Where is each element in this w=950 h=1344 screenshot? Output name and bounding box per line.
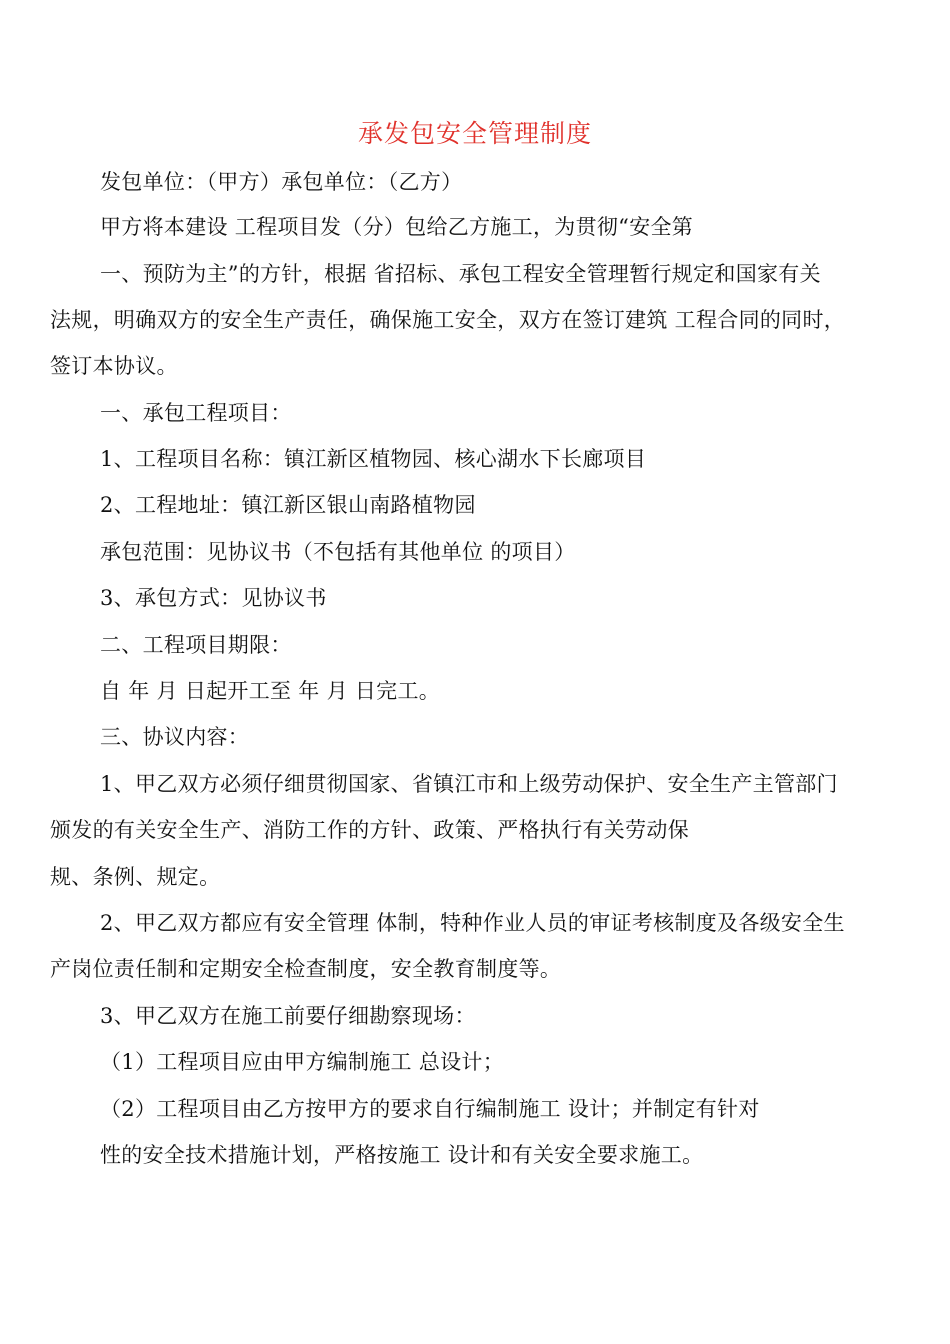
paragraph-line: 法规，明确双方的安全生产责任，确保施工安全，双方在签订建筑 工程合同的同时， [50, 308, 846, 332]
document-title: 承发包安全管理制度 [357, 119, 592, 148]
paragraph-line: （2）工程项目由乙方按甲方的要求自行编制施工 设计；并制定有针对 [100, 1097, 760, 1121]
paragraph-line: 性的安全技术措施计划，严格按施工 设计和有关安全要求施工。 [100, 1143, 704, 1167]
paragraph-line: 自 年 月 日起开工至 年 月 日完工。 [100, 679, 441, 703]
paragraph-line: 发包单位：（甲方）承包单位：（乙方） [100, 170, 463, 194]
paragraph-line: 承包范围：见协议书（不包括有其他单位 的项目） [100, 540, 576, 564]
paragraph-line: 3、承包方式：见协议书 [100, 586, 327, 610]
paragraph-line: 颁发的有关安全生产、消防工作的方针、政策、严格执行有关劳动保 [50, 818, 689, 842]
paragraph-line: 1、工程项目名称：镇江新区植物园、核心湖水下长廊项目 [100, 447, 647, 471]
paragraph-line: 2、工程地址：镇江新区银山南路植物园 [100, 493, 476, 517]
paragraph-line: 1、甲乙双方必须仔细贯彻国家、省镇江市和上级劳动保护、安全生产主管部门 [100, 772, 838, 796]
paragraph-line: （1）工程项目应由甲方编制施工 总设计； [100, 1050, 505, 1074]
paragraph-line: 签订本协议。 [50, 354, 178, 378]
section-heading: 一、承包工程项目： [100, 401, 292, 425]
paragraph-line: 甲方将本建设 工程项目发（分）包给乙方施工，为贯彻“安全第 [100, 215, 694, 239]
paragraph-line: 规、条例、规定。 [50, 865, 221, 889]
paragraph-line: 2、甲乙双方都应有安全管理 体制，特种作业人员的审证考核制度及各级安全生 [100, 911, 845, 935]
paragraph-line: 产岗位责任制和定期安全检查制度，安全教育制度等。 [50, 957, 562, 981]
paragraph-line: 一、预防为主”的方针，根据 省招标、承包工程安全管理暂行规定和国家有关 [100, 262, 821, 286]
paragraph-line: 3、甲乙双方在施工前要仔细勘察现场： [100, 1004, 476, 1028]
section-heading: 二、工程项目期限： [100, 633, 292, 657]
section-heading: 三、协议内容： [100, 725, 250, 749]
